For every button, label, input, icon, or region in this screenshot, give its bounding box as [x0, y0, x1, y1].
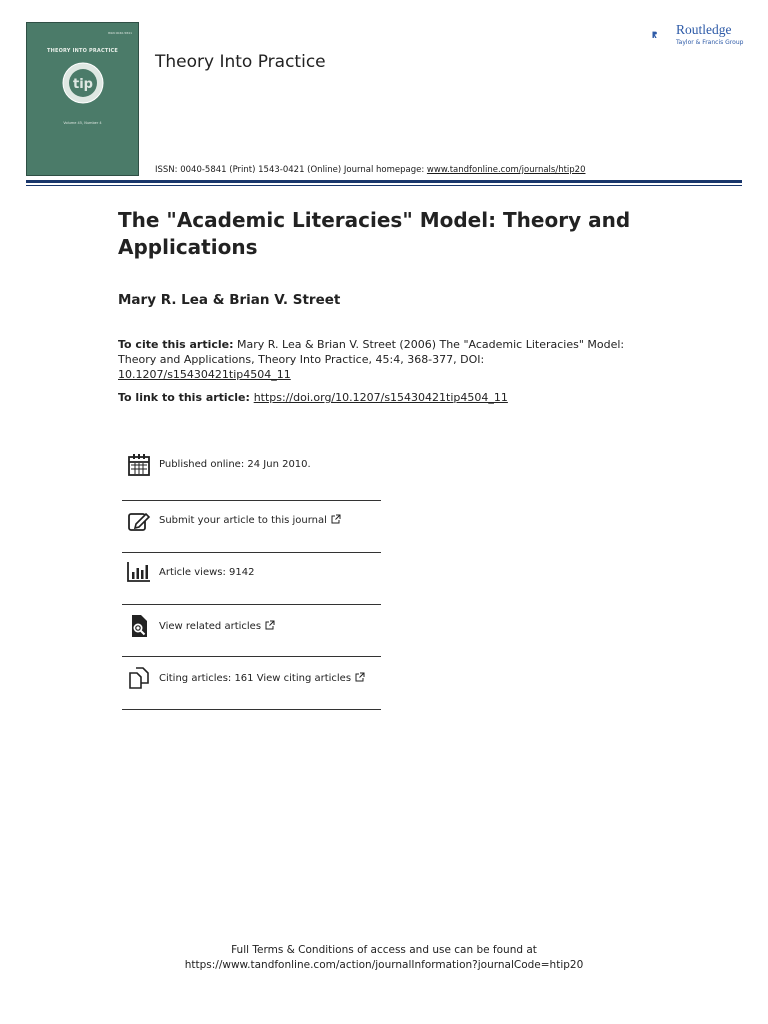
- calendar-icon: [127, 453, 151, 477]
- cover-issue: Volume 45, Number 4: [63, 121, 102, 125]
- submit-article-link[interactable]: [159, 514, 341, 526]
- cover-title: THEORY INTO PRACTICE: [46, 48, 119, 54]
- search-document-icon: [127, 614, 151, 638]
- cover-issn: ISSN 0040-5841: [107, 31, 132, 35]
- published-online-text: Published online: 24 Jun 2010.: [159, 459, 311, 470]
- cover-seal-logo: [61, 61, 105, 105]
- article-info-list: [122, 449, 381, 710]
- link-label: To link to this article:: [118, 391, 254, 404]
- article-title: The "Academic Literacies" Model: Theory and Applications: [118, 208, 631, 259]
- header-rule: [26, 180, 742, 183]
- article-views-text: Article views: 9142: [159, 567, 255, 578]
- citing-articles-icon: [127, 666, 151, 690]
- related-articles-link[interactable]: [159, 620, 275, 632]
- cite-label: To cite this article:: [118, 338, 234, 351]
- citing-articles-row[interactable]: [122, 657, 381, 710]
- related-articles-label: View related articles: [159, 621, 262, 632]
- publisher-name: Routledge: [676, 22, 732, 37]
- published-online-row: [122, 449, 381, 501]
- citing-articles-label: Citing articles: 161 View citing articles: [159, 673, 352, 684]
- article-doi-link[interactable]: https://doi.org/10.1207/s15430421tip4504_11: [253, 391, 508, 404]
- related-articles-row[interactable]: [122, 605, 381, 657]
- article-authors: Mary R. Lea & Brian V. Street: [118, 292, 341, 308]
- article-link-block: [118, 391, 638, 404]
- issn-line: [155, 165, 586, 175]
- routledge-logo-icon: [652, 20, 676, 50]
- footer-line-1: Full Terms & Conditions of access and use can be found at: [231, 944, 537, 956]
- svg-text:tip: tip: [73, 77, 93, 92]
- cite-doi-link[interactable]: 10.1207/s15430421tip4504_11: [118, 368, 291, 381]
- citing-articles-link[interactable]: [159, 672, 365, 684]
- cite-text: Mary R. Lea & Brian V. Street (2006) The "Academic Literacies" Model: Theory and Applications, Theory Into Practice, 45:4, 368-377, DOI:: [118, 338, 625, 366]
- submit-article-row[interactable]: [122, 501, 381, 553]
- header-rule-thin: [26, 185, 742, 186]
- edit-icon: [127, 509, 151, 533]
- footer-terms: [0, 943, 768, 973]
- publisher-subtitle: Taylor & Francis Group: [676, 39, 744, 46]
- journal-title: Theory Into Practice: [155, 52, 326, 72]
- external-link-icon: [265, 620, 275, 630]
- article-views-row: [122, 553, 381, 605]
- bar-chart-icon: [127, 559, 151, 583]
- issn-text: ISSN: 0040-5841 (Print) 1543-0421 (Online) Journal homepage:: [155, 165, 427, 175]
- external-link-icon: [331, 514, 341, 524]
- external-link-icon: [355, 672, 365, 682]
- journal-homepage-link[interactable]: www.tandfonline.com/journals/htip20: [426, 165, 586, 175]
- citation-block: [118, 337, 638, 382]
- submit-article-label: Submit your article to this journal: [159, 515, 327, 526]
- journal-cover-image: [26, 22, 139, 176]
- footer-terms-link[interactable]: https://www.tandfonline.com/action/journalInformation?journalCode=htip20: [184, 959, 584, 971]
